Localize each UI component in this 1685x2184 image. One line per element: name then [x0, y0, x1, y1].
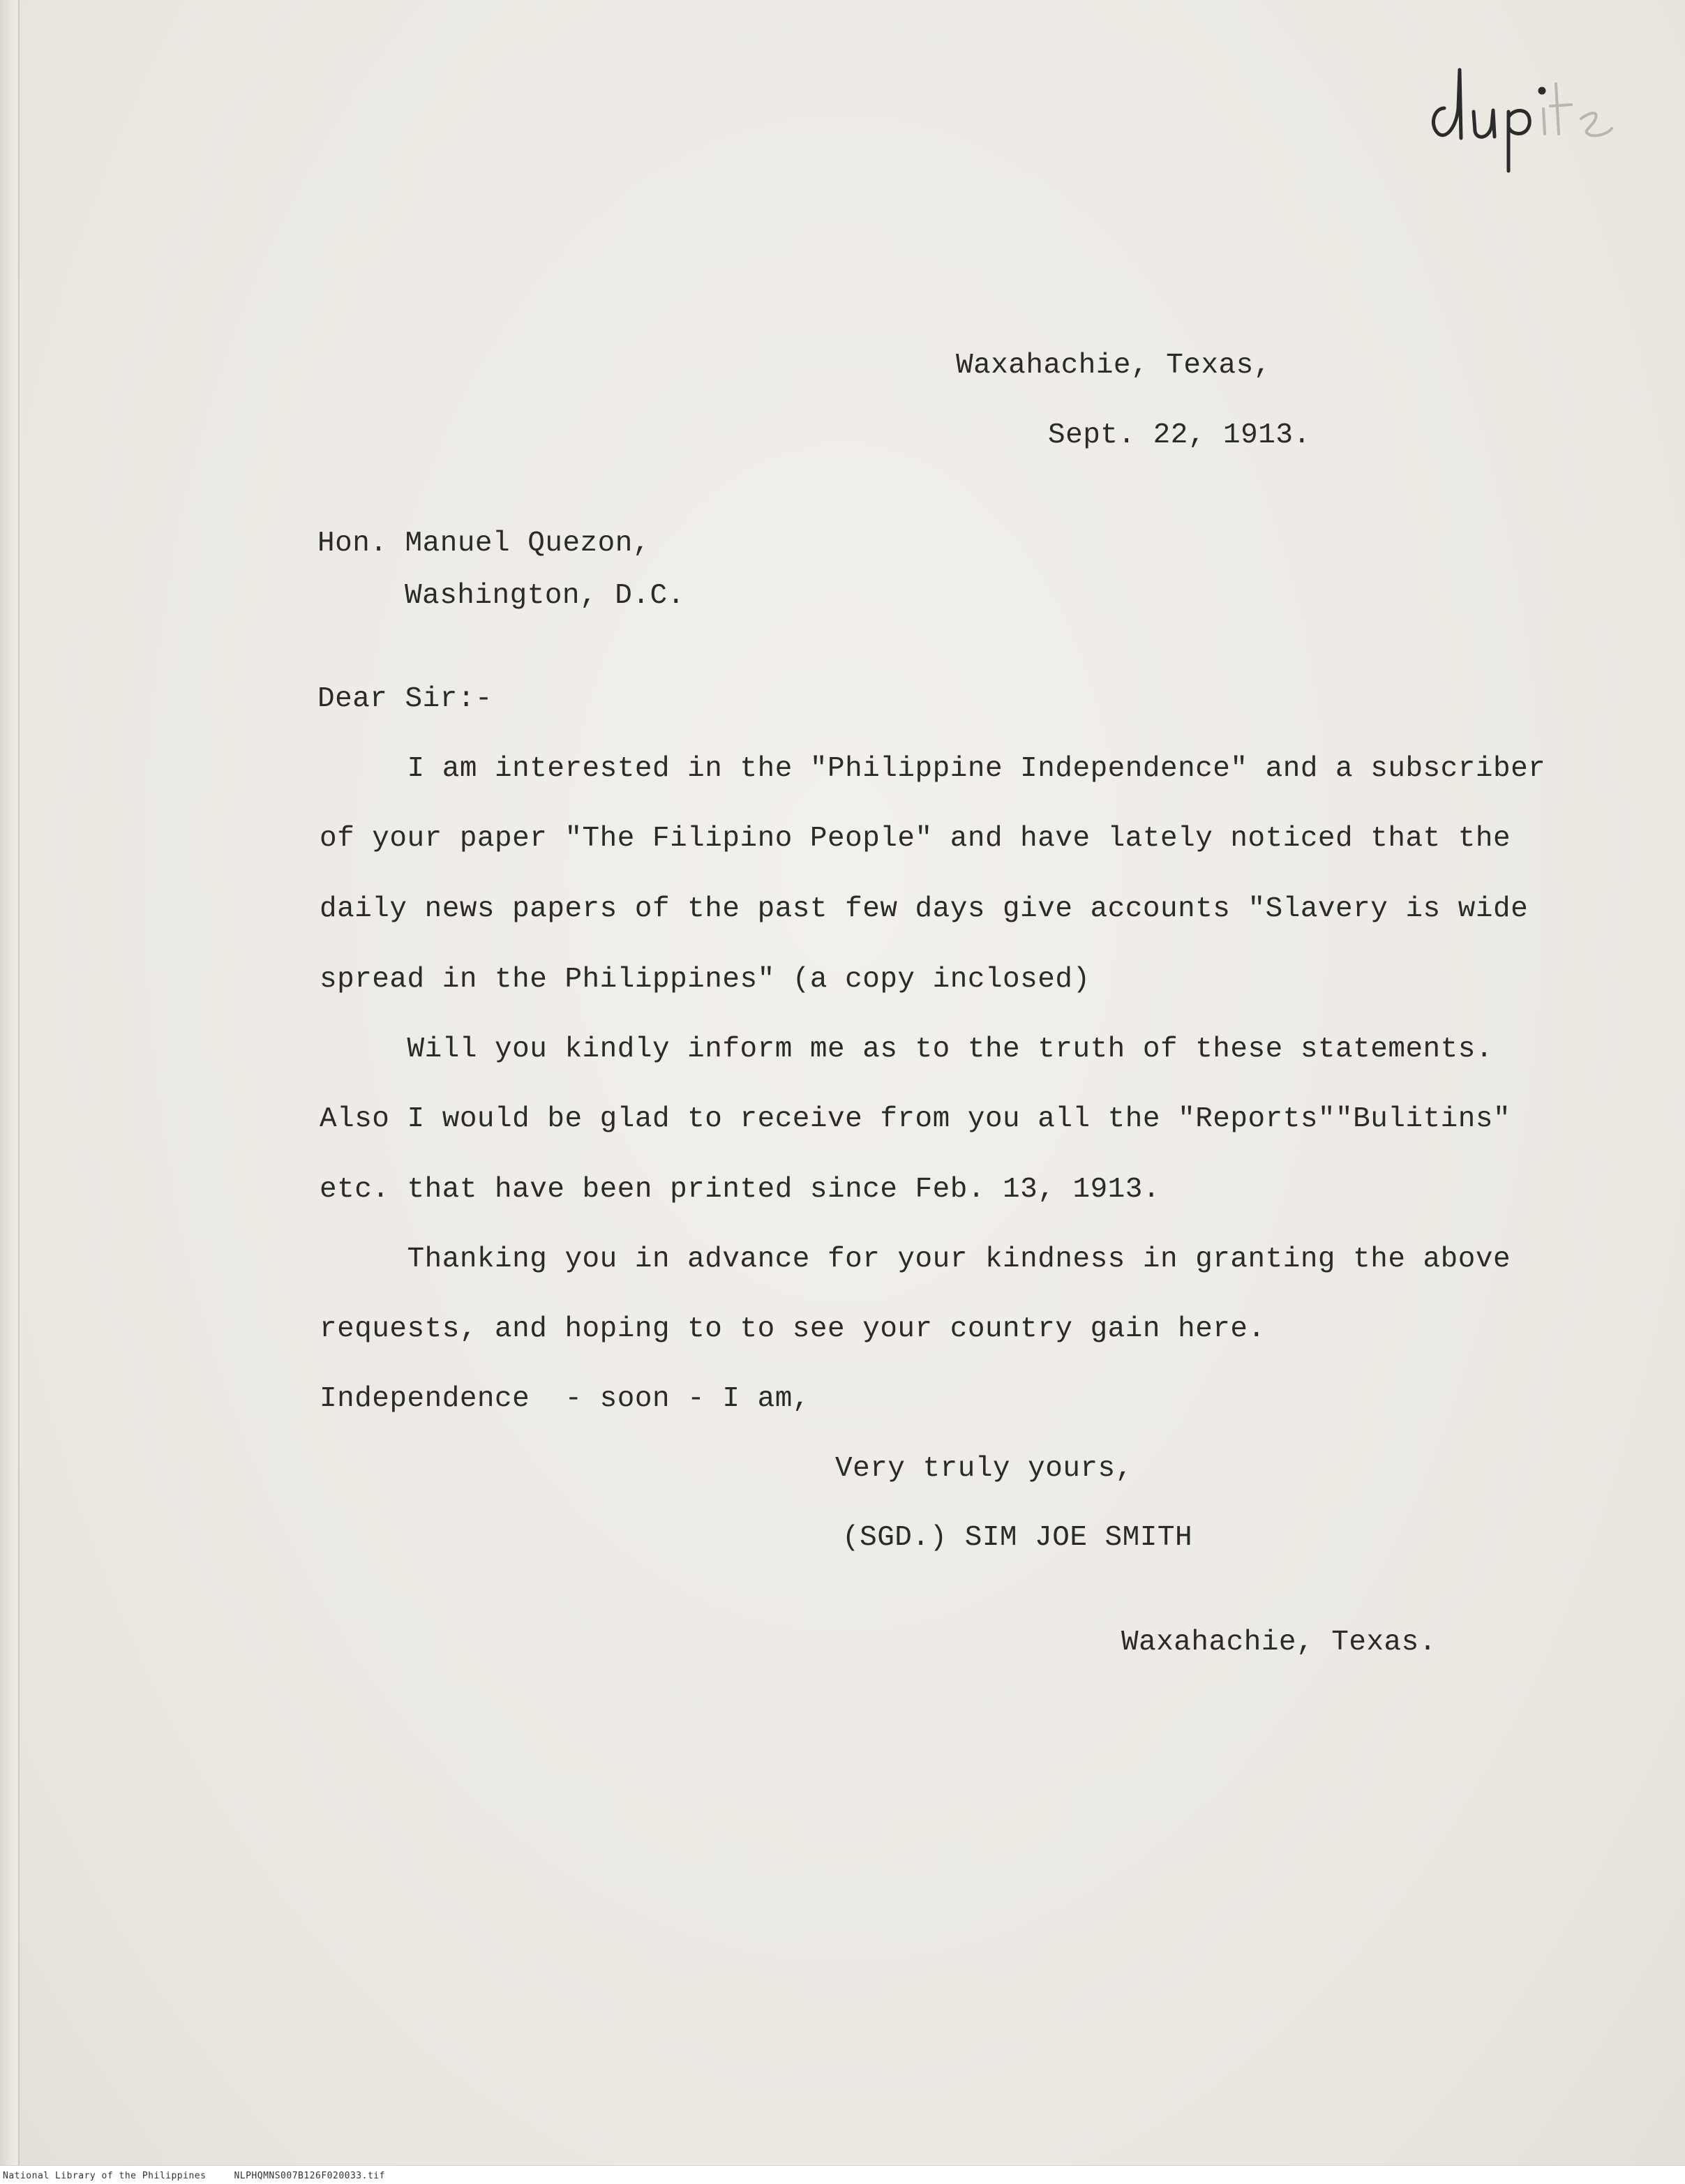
body-line: of your paper "The Filipino People" and have lately noticed that the: [320, 823, 1511, 855]
body-line: etc. that have been printed since Feb. 13, 1913.: [320, 1174, 1160, 1206]
page-left-edge: [0, 0, 20, 2170]
sender-place: Waxahachie, Texas,: [956, 350, 1271, 382]
footer-file-id: NLPHQMNS007B126F020033.tif: [234, 2171, 385, 2181]
footer-library: National Library of the Philippines: [3, 2171, 207, 2181]
footer-text: [3, 2171, 413, 2181]
body-line: Also I would be glad to receive from you all the "Reports""Bulitins": [320, 1103, 1511, 1135]
body-line: spread in the Philippines" (a copy inclosed): [320, 964, 1091, 996]
salutation: Dear Sir:-: [317, 683, 493, 715]
body-line: Thanking you in advance for your kindness in granting the above: [320, 1243, 1511, 1276]
recipient-name: Hon. Manuel Quezon,: [317, 528, 650, 560]
signature: (SGD.) SIM JOE SMITH: [842, 1522, 1193, 1554]
recipient-city: Washington, D.C.: [405, 580, 685, 612]
closing: Very truly yours,: [835, 1453, 1133, 1485]
body-line: requests, and hoping to to see your country gain here.: [320, 1313, 1266, 1345]
handwritten-duplicate-note: [1416, 42, 1647, 181]
body-line: Will you kindly inform me as to the truth of these statements.: [320, 1033, 1493, 1065]
scan-footer: [0, 2165, 1685, 2184]
body-line: Independence - soon - I am,: [320, 1383, 810, 1415]
letter-date: Sept. 22, 1913.: [1048, 419, 1311, 451]
body-line: daily news papers of the past few days give accounts "Slavery is wide: [320, 893, 1529, 925]
body-line: I am interested in the "Philippine Independence" and a subscriber: [320, 753, 1546, 785]
signature-place: Waxahachie, Texas.: [1121, 1626, 1437, 1659]
